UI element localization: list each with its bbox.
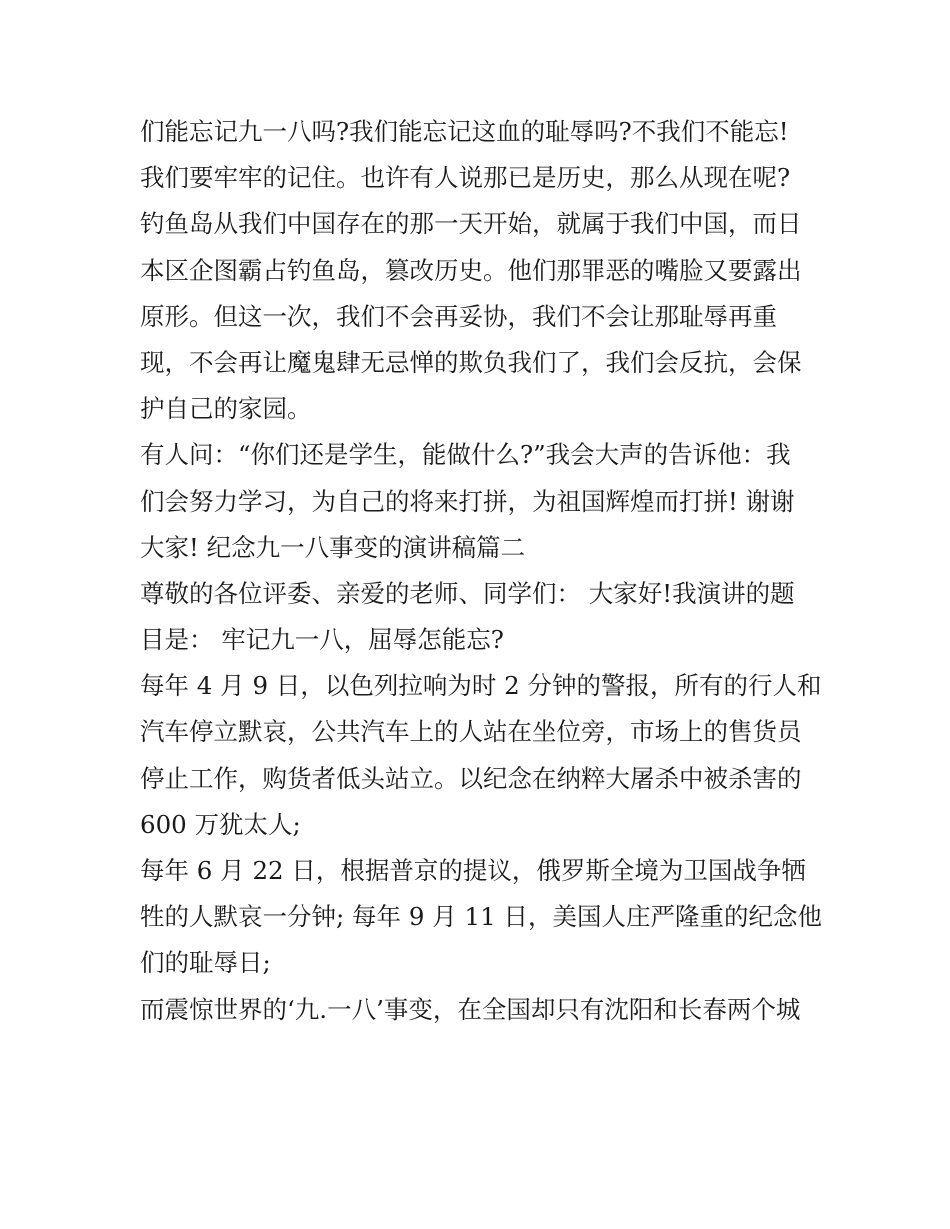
text-line: 原形。但这一次，我们不会再妥协，我们不会让那耻辱再重 — [140, 301, 777, 331]
text-line: 600 万犹太人; — [140, 809, 301, 839]
text-line: 们会努力学习，为自己的将来打拼，为祖国辉煌而打拼! 谢谢 — [140, 486, 795, 516]
body-text — [140, 109, 830, 1033]
text-line: 们能忘记九一八吗?我们能忘记这血的耻辱吗?不我们不能忘! — [140, 117, 789, 146]
text-line: 大家! 纪念九一八事变的演讲稿篇二 — [140, 532, 526, 562]
text-line: 钓鱼岛从我们中国存在的那一天开始，就属于我们中国，而日 — [140, 209, 802, 239]
text-line: 本区企图霸占钓鱼岛，篡改历史。他们那罪恶的嘴脸又要露出 — [140, 255, 802, 285]
text-line: 现，不会再让魔鬼肆无忌惮的欺负我们了，我们会反抗，会保 — [140, 347, 802, 377]
text-line: 们的耻辱日; — [140, 948, 271, 978]
text-line: 我们要牢牢的记住。也许有人说那已是历史，那么从现在呢? — [140, 163, 791, 193]
text-line: 汽车停立默哀，公共汽车上的人站在坐位旁，市场上的售货员 — [140, 717, 802, 747]
text-line: 每年 6 月 22 日，根据普京的提议，俄罗斯全境为卫国战争牺 — [140, 856, 806, 885]
text-line: 每年 4 月 9 日，以色列拉响为时 2 分钟的警报，所有的行人和 — [140, 671, 822, 701]
text-line: 护自己的家园。 — [140, 394, 312, 424]
text-line: 有人问：“你们还是学生，能做什么?”我会大声的告诉他：我 — [140, 440, 791, 470]
text-line: 目是： 牢记九一八，屈辱怎能忘? — [140, 625, 504, 655]
text-line: 而震惊世界的‘九.一八’事变，在全国却只有沈阳和长春两个城 — [140, 994, 801, 1024]
text-line: 尊敬的各位评委、亲爱的老师、同学们： 大家好!我演讲的题 — [140, 578, 795, 608]
text-line: 牲的人默哀一分钟; 每年 9 月 11 日，美国人庄严隆重的纪念他 — [140, 902, 822, 932]
text-line: 停止工作，购货者低头站立。以纪念在纳粹大屠杀中被杀害的 — [140, 763, 802, 793]
